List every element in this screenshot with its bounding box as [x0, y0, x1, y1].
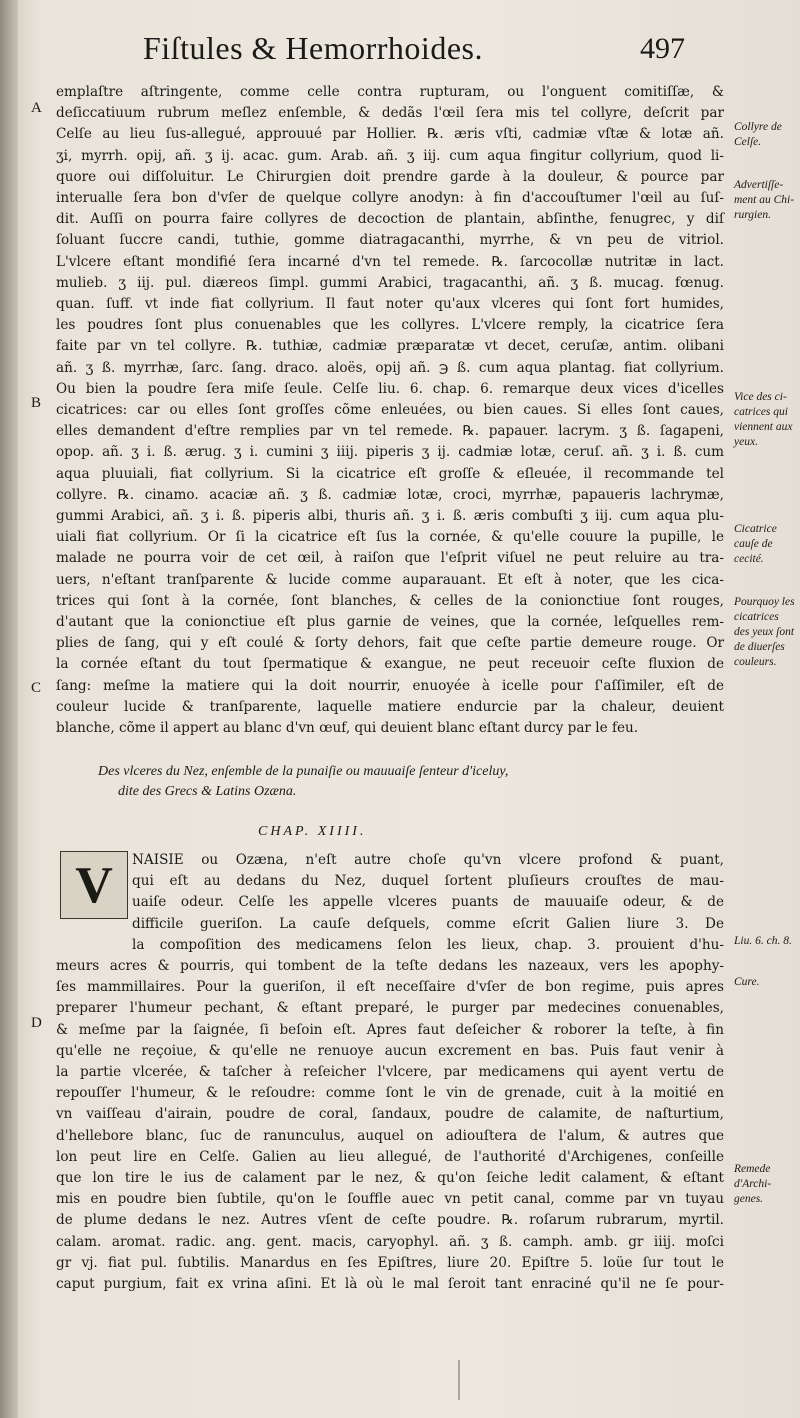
- chapter-line: d'hellebore blanc, ſuc de ranunculus, auquel on adiouſtera de l'alum, & autres que: [56, 1127, 724, 1144]
- chapter-line: de plume dedans le nez. Autres vſent de ceſte poudre. ℞. roſarum rubrarum, myrtil.: [56, 1212, 724, 1229]
- margin-letter-b: B: [31, 395, 42, 411]
- chapter-number: CHAP. XIIII.: [258, 824, 367, 839]
- chapter-line: meurs acres & pourris, qui tombent de la teſte dedans les nazeaux, vers les apophy-: [56, 958, 724, 975]
- body-line: opop. añ. ʒ i. ß. ærug. ʒ i. cumini ʒ iiij. piperis ʒ ij. cadmiæ lotæ, ceruſ. añ. ʒ i. ß. cum: [56, 444, 724, 461]
- body-line: les poudres ſont plus conuenables que les collyres. L'vlcere remply, la cicatrice ſera: [56, 317, 724, 334]
- chapter-line: la partie vlcerée, & taſcher à reſeicher l'vlcere, par medicamens qui ayent vertu de: [56, 1064, 724, 1081]
- body-line: uers, n'eſtant tranſparente & lucide comme auparauant. Et eſt à noter, que les cica-: [56, 571, 724, 588]
- chapter-line: qu'elle ne reçoiue, & qu'elle ne renuoye aucun excrement en bas. Puis faut venir à: [56, 1042, 724, 1059]
- body-line: ʒi, myrrh. opij, añ. ʒ ij. acac. gum. Arab. añ. ʒ iij. cum aqua fingitur collyrium, quod li-: [56, 147, 724, 164]
- body-line: quan. ſuff. vt inde fiat collyrium. Il faut noter qu'aux vlceres qui ſont fort humides,: [56, 296, 724, 313]
- body-line: ſoluant ſuccre candi, tuthie, gomme diatragacanthi, myrrhe, & vn peu de vitriol.: [56, 232, 724, 249]
- body-line: cicatrices: car ou elles ſont groſſes cõme enleuées, ou bien caues. Si elles ſont caues,: [56, 402, 724, 419]
- ink-smudge: [458, 1360, 460, 1400]
- body-line: faite par vn tel collyre. ℞. tuthiæ, cadmiæ præparatæ vt decet, ceruſæ, antim. olibani: [56, 338, 724, 355]
- body-line: quore oui diſſoluitur. Le Chirurgien doit prendre garde à la douleur, & pource par: [56, 168, 724, 185]
- margin-letter-a: A: [31, 100, 42, 116]
- drop-cap-letter: V: [75, 856, 113, 914]
- page-number: 497: [640, 32, 685, 65]
- body-line: d'autant que la conionctiue eſt plus garnie de veines, que la cornée, leſquelles rem-: [56, 614, 724, 631]
- chapter-subtitle-line: Des vlceres du Nez, enſemble de la punaiſie ou mauuaiſe ſenteur d'iceluy,: [98, 764, 509, 779]
- chapter-line: vn vaiſſeau d'airain, poudre de coral, ſandaux, poudre de calamite, de naſturtium,: [56, 1106, 724, 1123]
- side-note-cicatrice: Cicatrice cauſe de cecité.: [734, 523, 777, 565]
- body-line: gummi Arabici, añ. ʒ i. ß. piperis albi, thuris añ. ʒ i. ß. æris combuſti ʒ iij. cum aqua plu-: [56, 508, 724, 525]
- chapter-line: uaiſe odeur. Celſe les appelle vlceres puants de mauuaiſe odeur, & de: [132, 894, 724, 911]
- margin-letter-d: D: [31, 1015, 42, 1031]
- chapter-line: & meſme par la ſaignée, ſi beſoin eſt. Apres faut deſeicher & roborer la teſte, à fin: [56, 1021, 724, 1038]
- body-line: Celſe au lieu ſus-allegué, approuué par Hollier. ℞. æris vſti, cadmiæ vſtæ & lotæ añ.: [56, 126, 724, 143]
- side-note-liu: Liu. 6. ch. 8.: [734, 935, 792, 947]
- book-gutter: [0, 0, 18, 1418]
- chapter-line: repouſſer l'humeur, & le reſoudre: comme ſont le vin de grenade, cuit à la moitié en: [56, 1085, 724, 1102]
- body-line: uiali fiat collyrium. Or ſi la cicatrice eſt ſus la cornée, & qu'elle couure la pupille, le: [56, 529, 724, 546]
- side-note-remede: Remede d'Archi-genes.: [734, 1163, 772, 1205]
- side-note-pourquoy: Pourquoy les cicatrices des yeux ſont de diuerſes couleurs.: [734, 596, 795, 668]
- body-line: blanche, cõme il appert au blanc d'vn œuf, qui deuient blanc eſtant durcy par le feu.: [56, 720, 639, 737]
- body-text: [56, 82, 724, 739]
- body-line: plies de ſang, qui y eſt coulé & ſorty dehors, fait que ceſte partie demeure rouge. Or: [56, 635, 724, 652]
- body-line: emplaſtre aſtringente, comme celle contra rupturam, ou l'onguent comitiſſæ, &: [56, 84, 724, 100]
- chapter-line: que lon tire le ius de calament par le nez, & qu'on ſeiche ledit calament, & eſtant: [56, 1170, 724, 1187]
- body-line: malade ne pourra voir de cet œil, à raiſon que l'eſprit viſuel ne peut reluire au tra-: [56, 550, 724, 567]
- chapter-line: NAISIE ou Ozæna, n'eſt autre choſe qu'vn vlcere profond & puant,: [132, 852, 724, 868]
- chapter-body: [56, 850, 724, 1295]
- chapter-line: preparer l'humeur pechant, & eſtant preparé, le purger par medecines conuenables,: [56, 1000, 724, 1017]
- body-line: collyre. ℞. cinamo. acaciæ añ. ʒ ß. cadmiæ lotæ, croci, myrrhæ, papaueris lachrymæ,: [56, 486, 724, 503]
- chapter-line: caput purgium, fait ex vrina aſini. Et là où le mal ſeroit tant enraciné qu'il ne ſe pour-: [56, 1276, 724, 1293]
- chapter-line: la compoſition des medicamens ſelon les lieux, chap. 3. prouient d'hu-: [132, 936, 724, 953]
- page-header: [0, 30, 800, 80]
- body-line: añ. ʒ ß. myrrhæ, ſarc. ſang. draco. aloës, opij añ. ℈ ß. cum aqua plantag. fiat collyrium.: [56, 359, 724, 376]
- body-line: deſiccatiuum rubrum meſlez enſemble, & dedãs l'œil ſera mis tel collyre, deſcrit par: [56, 105, 724, 122]
- side-note-advertissement: Advertiſſe-ment au Chi-rurgien.: [734, 179, 795, 221]
- chapter-line: gr vj. fiat pul. ſubtilis. Manardus en ſes Epiſtres, liure 20. Epiſtre 5. loüe ſur tout le: [56, 1254, 724, 1271]
- margin-letter-c: C: [31, 680, 42, 696]
- chapter-subtitle-line: dite des Grecs & Latins Ozæna.: [118, 784, 297, 799]
- chapter-line: difficile gueriſon. La cauſe deſquels, comme eſcrit Galien liure 3. De: [132, 915, 724, 932]
- side-note-collyre: Collyre de Celſe.: [734, 121, 782, 148]
- body-line: trices qui ſont à la cornée, ſont blanches, & celles de la conionctiue ſont rouges,: [56, 592, 724, 609]
- body-line: couleur lucide & tranſparente, laquelle matiere endurcie par la chaleur, deuient: [56, 698, 724, 715]
- running-head: Fiſtules & Hemorrhoides.: [143, 30, 483, 66]
- body-line: dit. Auſſi on pourra faire collyres de decoction de plantain, abſinthe, fenugrec, y diſ: [56, 211, 724, 228]
- chapter-line: calam. aromat. radic. ang. gent. macis, caryophyl. añ. ʒ ß. camph. amb. gr iiij. moſci: [56, 1233, 724, 1250]
- chapter-line: mis en poudre bien ſubtile, qu'on le ſouffle auec vn petit canal, comme par vn tuyau: [56, 1191, 724, 1208]
- body-line: elles demandent d'eſtre remplies par vn tel remede. ℞. papauer. lacrym. ʒ ß. ſagapeni,: [56, 423, 724, 440]
- body-line: L'vlcere eſtant mondifié ſera incarné d'vn tel remede. ℞. ſarcocollæ nutritæ in lact.: [56, 253, 724, 270]
- chapter-line: ſes mammillaires. Pour la gueriſon, il eſt neceſſaire d'vſer de bon regime, puis apres: [56, 979, 724, 996]
- chapter-subtitle: [98, 762, 718, 802]
- chapter-line: lon peut lire en Celſe. Galien au lieu allegué, de l'authorité d'Archigenes, conſeille: [56, 1148, 724, 1165]
- side-note-vice: Vice des ci-catrices qui viennent aux yeux.: [734, 391, 793, 448]
- side-note-cure: Cure.: [734, 976, 760, 988]
- body-line: Ou bien la poudre ſera miſe ſeule. Celſe liu. 6. chap. 6. remarque deux vices d'icelles: [56, 380, 724, 397]
- body-line: la cornée eſtant du tout ſpermatique & exangue, ne peut receuoir ceſte fluxion de: [56, 656, 724, 673]
- body-line: mulieb. ʒ iij. pul. diæreos ſimpl. gummi Arabici, tragacanthi, añ. ʒ ß. mucag. fœnug.: [56, 274, 724, 291]
- body-line: interualle ſera bon d'vſer de quelque collyre anodyn: à fin d'accouſtumer l'œil au ſuſ-: [56, 190, 724, 207]
- body-line: ſang: meſme la matiere qui la doit nourrir, enuoyée à icelle pour ſ'aſſimiler, eſt de: [56, 677, 724, 694]
- body-line: aqua pluuiali, fiat collyrium. Si la cicatrice eſt groſſe & eſleuée, il recommande tel: [56, 465, 724, 482]
- chapter-line: qui eſt au dedans du Nez, duquel ſortent pluſieurs crouſtes de mau-: [132, 873, 724, 890]
